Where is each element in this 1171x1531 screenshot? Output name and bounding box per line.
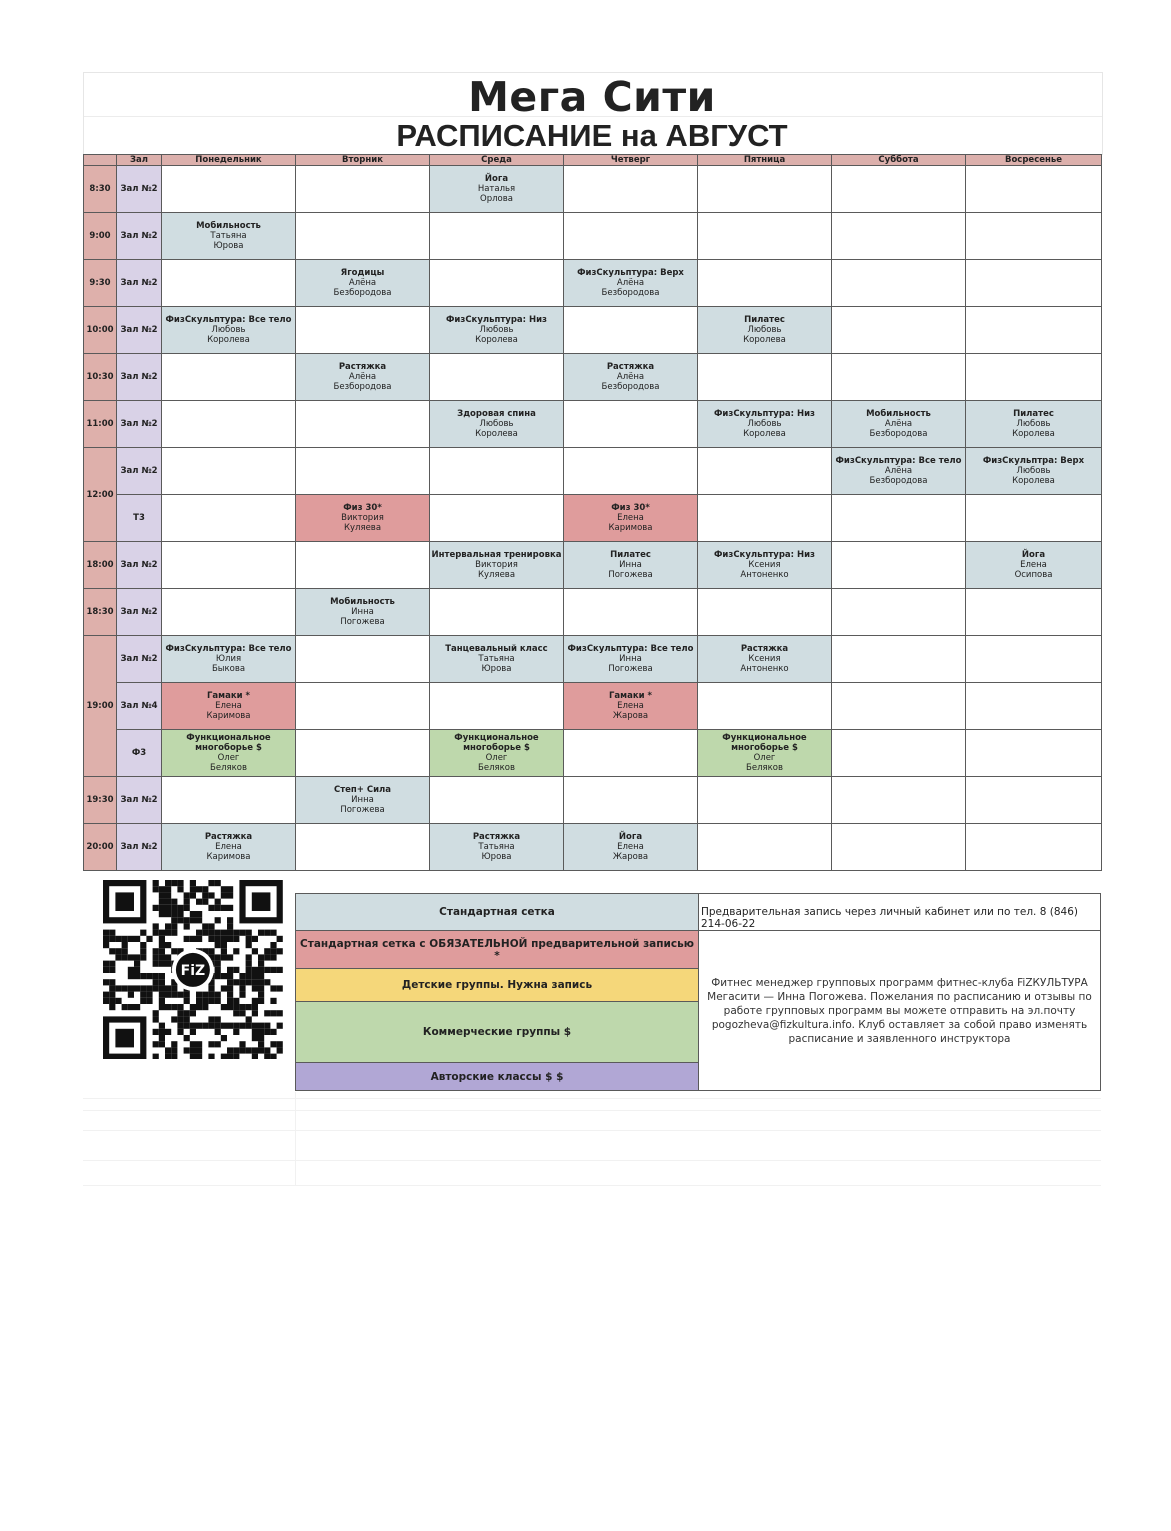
empty-cell [832,777,966,824]
class-cell[interactable] [162,307,296,354]
empty-cell [698,260,832,307]
manager-note: Фитнес менеджер групповых программ фитнес-клуба FiZКУЛЬТУРА Мегасити — Инна Погожева. Пожелания по расписанию и отзывы по работе групповых программ вы можете отправить на эл.почту pogozheva@fizkultura.info. Клуб оставляет за собой право изменять расписание и заявленного инструктора [699,931,1101,1091]
empty-cell [430,589,564,636]
class-name: Растяжка [204,832,253,842]
class-cell[interactable] [162,636,296,683]
hall-cell: Зал №4 [117,683,162,730]
grid-line [83,1110,1101,1111]
class-name: Пилатес [744,315,785,325]
class-name: Мобильность [196,221,261,231]
empty-cell [966,824,1102,871]
class-cell[interactable] [698,401,832,448]
schedule-row [84,213,1102,260]
empty-cell [162,589,296,636]
class-cell[interactable] [564,354,698,401]
trainer-name: Елена [1020,560,1047,570]
empty-cell [832,213,966,260]
empty-cell [564,307,698,354]
class-name: Функциональное многоборье $ [186,733,271,753]
empty-cell [966,636,1102,683]
header-day: Вторник [296,155,430,166]
trainer-name: Татьяна [478,654,515,664]
schedule-row [84,683,1102,730]
time-cell: 20:00 [84,824,117,871]
header-day: Пятница [698,155,832,166]
trainer-name: Жарова [612,852,649,862]
trainer-name: Любовь [211,325,246,335]
class-name: ФизСкульптура: Низ [714,409,815,419]
trainer-name: Инна [351,795,374,805]
class-cell[interactable] [564,636,698,683]
hall-cell: Зал №2 [117,307,162,354]
empty-cell [698,213,832,260]
trainer-name: Алёна [616,372,645,382]
empty-cell [296,213,430,260]
class-cell[interactable] [430,636,564,683]
class-cell[interactable] [430,307,564,354]
trainer-name: Любовь [747,325,782,335]
hall-cell: Зал №2 [117,824,162,871]
class-cell[interactable] [430,166,564,213]
empty-cell [430,683,564,730]
grid-line [83,1185,1101,1186]
empty-cell [698,777,832,824]
trainer-name: Инна [619,654,642,664]
schedule-row [84,495,1102,542]
trainer-name: Юрова [481,664,512,674]
legend-commercial: Коммерческие группы $ [296,1002,699,1063]
schedule-row [84,307,1102,354]
trainer-name: Безбородова [869,476,928,486]
class-name: Мобильность [866,409,931,419]
empty-cell [832,354,966,401]
trainer-name: Юлия [215,654,242,664]
empty-cell [162,495,296,542]
empty-cell [162,777,296,824]
empty-cell [430,448,564,495]
trainer-name: Куляева [477,570,516,580]
hall-cell: Зал №2 [117,354,162,401]
empty-cell [162,260,296,307]
class-cell[interactable] [698,636,832,683]
trainer-name: Елена [617,701,644,711]
class-name: Танцевальный класс [445,644,548,654]
trainer-name: Королева [743,335,786,345]
trainer-name: Королева [743,429,786,439]
schedule-header-row [84,155,1102,166]
class-cell[interactable] [162,213,296,260]
class-cell[interactable] [162,683,296,730]
class-cell[interactable] [698,730,832,777]
empty-cell [832,166,966,213]
empty-cell [430,354,564,401]
empty-cell [966,683,1102,730]
empty-cell [698,448,832,495]
hall-cell: Зал №2 [117,213,162,260]
class-name: Растяжка [472,832,521,842]
qr-code[interactable] [96,877,286,1059]
trainer-name: Беляков [746,763,783,773]
class-name: Пилатес [1013,409,1054,419]
grid-line [83,1098,1101,1099]
trainer-name: Олег [753,753,776,763]
class-name: ФизСкульптура: Все тело [165,644,292,654]
booking-phone-note: Предварительная запись через личный кабинет или по тел. 8 (846) 214-06-22 [699,894,1101,931]
class-name: ФизСкульптура: Низ [714,550,815,560]
class-name: Функциональное многоборье $ [722,733,807,753]
empty-cell [966,213,1102,260]
class-name: Ягодицы [340,268,385,278]
class-cell[interactable] [564,495,698,542]
hall-cell: Зал №2 [117,589,162,636]
trainer-name: Королева [207,335,250,345]
trainer-name: Ксения [748,654,781,664]
header-day: Четверг [564,155,698,166]
empty-cell [832,542,966,589]
empty-cell [162,542,296,589]
time-cell: 12:00 [84,448,117,542]
class-cell[interactable] [162,824,296,871]
empty-cell [966,260,1102,307]
class-name: ФизСкульптура: Все тело [165,315,292,325]
empty-cell [698,354,832,401]
schedule-row [84,730,1102,777]
trainer-name: Королева [475,335,518,345]
empty-cell [296,636,430,683]
empty-cell [564,448,698,495]
legend-standard: Стандартная сетка [296,894,699,931]
schedule-table [83,154,1102,871]
trainer-name: Королева [475,429,518,439]
class-cell[interactable] [430,401,564,448]
class-cell[interactable] [296,495,430,542]
empty-cell [698,495,832,542]
empty-cell [564,213,698,260]
trainer-name: Осипова [1014,570,1053,580]
class-cell[interactable] [564,824,698,871]
trainer-name: Елена [215,701,242,711]
trainer-name: Алёна [348,372,377,382]
class-cell[interactable] [698,542,832,589]
header-day: Среда [430,155,564,166]
empty-cell [564,730,698,777]
class-name: Растяжка [338,362,387,372]
trainer-name: Жарова [612,711,649,721]
class-cell[interactable] [430,730,564,777]
class-cell[interactable] [296,777,430,824]
class-name: Физ 30* [611,503,650,513]
empty-cell [966,307,1102,354]
trainer-name: Любовь [479,419,514,429]
hall-cell: Зал №2 [117,777,162,824]
trainer-name: Безбородова [333,382,392,392]
class-name: Пилатес [610,550,651,560]
class-cell[interactable] [296,354,430,401]
class-cell[interactable] [966,542,1102,589]
class-name: Гамаки * [207,691,250,701]
trainer-name: Инна [351,607,374,617]
trainer-name: Ксения [748,560,781,570]
empty-cell [832,307,966,354]
class-cell[interactable] [832,448,966,495]
empty-cell [832,636,966,683]
trainer-name: Беляков [478,763,515,773]
class-cell[interactable] [966,448,1102,495]
trainer-name: Каримова [206,711,251,721]
empty-cell [966,495,1102,542]
schedule-row [84,589,1102,636]
class-cell[interactable] [430,824,564,871]
schedule-row [84,354,1102,401]
class-name: ФизСкульптура: Низ [446,315,547,325]
trainer-name: Погожева [340,805,385,815]
trainer-name: Любовь [1016,419,1051,429]
trainer-name: Безбородова [869,429,928,439]
schedule-row [84,636,1102,683]
empty-cell [296,683,430,730]
hall-cell: Т3 [117,495,162,542]
grid-line [83,1130,1101,1131]
time-cell: 19:00 [84,636,117,777]
schedule-row [84,401,1102,448]
page-subtitle: РАСПИСАНИЕ на АВГУСТ [396,118,788,153]
header-day: Понедельник [162,155,296,166]
class-cell[interactable] [296,589,430,636]
empty-cell [698,166,832,213]
class-name: ФизСкульптура: Все тело [567,644,694,654]
schedule-body [84,166,1102,871]
class-name: Степ+ Сила [333,785,392,795]
trainer-name: Антоненко [740,664,789,674]
time-cell: 19:30 [84,777,117,824]
class-cell[interactable] [698,307,832,354]
trainer-name: Погожева [608,570,653,580]
class-name: Функциональное многоборье $ [454,733,539,753]
class-cell[interactable] [430,542,564,589]
legend-kids: Детские группы. Нужна запись [296,969,699,1002]
trainer-name: Безбородова [333,288,392,298]
trainer-name: Погожева [340,617,385,627]
class-name: Йога [484,174,509,184]
schedule-row [84,260,1102,307]
trainer-name: Погожева [608,664,653,674]
trainer-name: Любовь [747,419,782,429]
trainer-name: Алёна [884,419,913,429]
trainer-name: Алёна [348,278,377,288]
empty-cell [564,777,698,824]
trainer-name: Любовь [1016,466,1051,476]
schedule-row [84,824,1102,871]
hall-cell: Зал №2 [117,260,162,307]
trainer-name: Олег [485,753,508,763]
class-name: Гамаки * [609,691,652,701]
trainer-name: Антоненко [740,570,789,580]
class-name: Интервальная тренировка [431,550,562,560]
trainer-name: Орлова [480,194,513,204]
empty-cell [296,401,430,448]
hall-cell: Зал №2 [117,636,162,683]
trainer-name: Елена [215,842,242,852]
empty-cell [698,824,832,871]
empty-cell [966,589,1102,636]
empty-cell [966,730,1102,777]
empty-cell [296,166,430,213]
time-cell: 10:00 [84,307,117,354]
empty-cell [296,730,430,777]
header-day: Суббота [832,155,966,166]
trainer-name: Королева [1012,476,1055,486]
class-cell[interactable] [564,683,698,730]
class-name: Растяжка [740,644,789,654]
class-name: Йога [1021,550,1046,560]
empty-cell [296,448,430,495]
trainer-name: Елена [617,842,644,852]
time-cell: 18:30 [84,589,117,636]
time-cell: 18:00 [84,542,117,589]
class-name: ФизСкульптура: Верх [577,268,684,278]
trainer-name: Любовь [479,325,514,335]
legend-booking-required: Стандартная сетка с ОБЯЗАТЕЛЬНОЙ предварительной записью * [296,931,699,969]
empty-cell [832,495,966,542]
time-cell: 9:30 [84,260,117,307]
empty-cell [564,589,698,636]
empty-cell [162,166,296,213]
trainer-name: Алёна [616,278,645,288]
trainer-name: Татьяна [210,231,247,241]
empty-cell [698,683,832,730]
fiz-logo-text: FiZ [180,962,206,979]
legend-author: Авторские классы $ $ [296,1063,699,1091]
class-name: Растяжка [606,362,655,372]
hall-cell: Ф3 [117,730,162,777]
class-cell[interactable] [162,730,296,777]
class-name: ФизСкульптра: Верх [982,456,1085,466]
empty-cell [832,824,966,871]
grid-line [295,1092,296,1185]
hall-cell: Зал №2 [117,166,162,213]
trainer-name: Беляков [210,763,247,773]
header-hall: Зал [117,155,162,166]
hall-cell: Зал №2 [117,448,162,495]
hall-cell: Зал №2 [117,542,162,589]
class-cell[interactable] [564,542,698,589]
empty-cell [162,401,296,448]
class-name: Мобильность [330,597,395,607]
time-cell: 9:00 [84,213,117,260]
empty-cell [832,683,966,730]
class-cell[interactable] [296,260,430,307]
trainer-name: Татьяна [478,842,515,852]
empty-cell [162,448,296,495]
trainer-name: Виктория [475,560,518,570]
schedule-row [84,448,1102,495]
class-name: Здоровая спина [457,409,536,419]
schedule-row [84,542,1102,589]
schedule-row [84,777,1102,824]
empty-cell [162,354,296,401]
empty-cell [430,495,564,542]
empty-cell [564,166,698,213]
trainer-name: Безбородова [601,288,660,298]
class-cell[interactable] [832,401,966,448]
class-cell[interactable] [564,260,698,307]
empty-cell [832,260,966,307]
hall-cell: Зал №2 [117,401,162,448]
trainer-name: Куляева [343,523,382,533]
empty-cell [296,542,430,589]
trainer-name: Елена [617,513,644,523]
empty-cell [966,777,1102,824]
trainer-name: Юрова [213,241,244,251]
trainer-name: Юрова [481,852,512,862]
empty-cell [966,354,1102,401]
empty-cell [564,401,698,448]
empty-cell [296,824,430,871]
empty-cell [698,589,832,636]
class-cell[interactable] [966,401,1102,448]
trainer-name: Инна [619,560,642,570]
empty-cell [832,730,966,777]
trainer-name: Безбородова [601,382,660,392]
time-cell: 11:00 [84,401,117,448]
trainer-name: Каримова [206,852,251,862]
page-title: Мега Сити [468,73,716,121]
empty-cell [966,166,1102,213]
schedule-row [84,166,1102,213]
empty-cell [430,260,564,307]
class-name: ФизСкульптура: Все тело [835,456,962,466]
time-cell: 10:30 [84,354,117,401]
header-day: Восресенье [966,155,1102,166]
trainer-name: Быкова [211,664,246,674]
header-time [84,155,117,166]
grid-line [83,1160,1101,1161]
empty-cell [430,213,564,260]
trainer-name: Виктория [341,513,384,523]
class-name: Йога [618,832,643,842]
empty-cell [296,307,430,354]
empty-cell [832,589,966,636]
trainer-name: Алёна [884,466,913,476]
trainer-name: Королева [1012,429,1055,439]
trainer-name: Наталья [477,184,516,194]
legend-table [295,893,1101,1091]
trainer-name: Олег [217,753,240,763]
class-name: Физ 30* [343,503,382,513]
empty-cell [430,777,564,824]
time-cell: 8:30 [84,166,117,213]
trainer-name: Каримова [608,523,653,533]
